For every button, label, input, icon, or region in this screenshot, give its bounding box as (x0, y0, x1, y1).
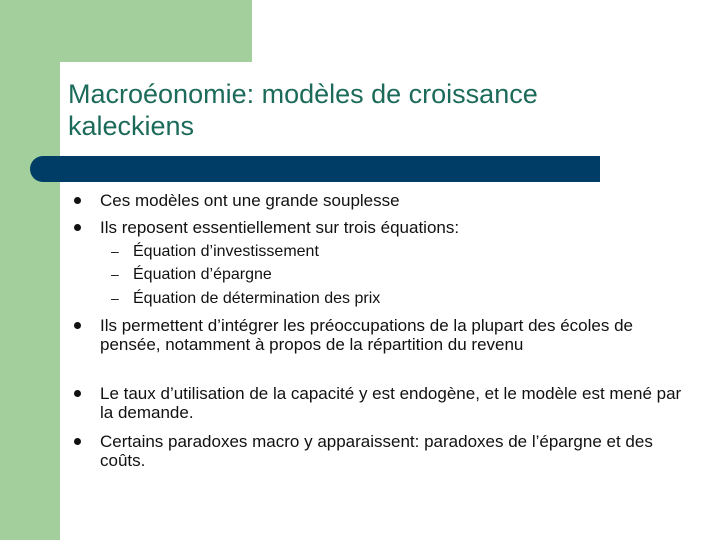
bullet-dot-icon (74, 390, 81, 397)
bullet-item (100, 432, 690, 470)
bullet-item (100, 191, 690, 210)
bullet-item (100, 218, 690, 237)
bullet-text: Ils permettent d’intégrer les préoccupations de la plupart des écoles de pensée, notamment à propos de la répartition du revenu (100, 316, 633, 354)
bullet-text: Certains paradoxes macro y apparaissent: paradoxes de l’épargne et des coûts. (100, 432, 653, 470)
sub-bullet-text: Équation de détermination des prix (133, 290, 381, 307)
sub-bullet-text: Équation d’investissement (133, 243, 319, 260)
slide-title-line-2: kaleckiens (68, 111, 195, 141)
bullet-text: Le taux d’utilisation de la capacité y est endogène, et le modèle est mené par la demande. (100, 384, 682, 422)
slide-title-line-1: Macroéonomie: modèles de croissance (68, 79, 538, 109)
dash-icon: – (111, 290, 119, 306)
dash-icon: – (111, 243, 119, 259)
bullet-text: Ils reposent essentiellement sur trois équations: (100, 218, 460, 237)
bullet-dot-icon (74, 224, 81, 231)
bullet-item (100, 384, 690, 422)
sub-bullet-item (111, 289, 693, 308)
bullet-dot-icon (74, 322, 81, 329)
sub-bullet-item (111, 265, 693, 284)
bullet-item (100, 316, 690, 354)
dash-icon: – (111, 266, 119, 282)
sub-bullet-text: Équation d’épargne (133, 266, 272, 283)
bullet-dot-icon (74, 197, 81, 204)
bullet-dot-icon (74, 438, 81, 445)
sub-bullet-item (111, 242, 693, 261)
bullet-text: Ces modèles ont une grande souplesse (100, 191, 400, 210)
